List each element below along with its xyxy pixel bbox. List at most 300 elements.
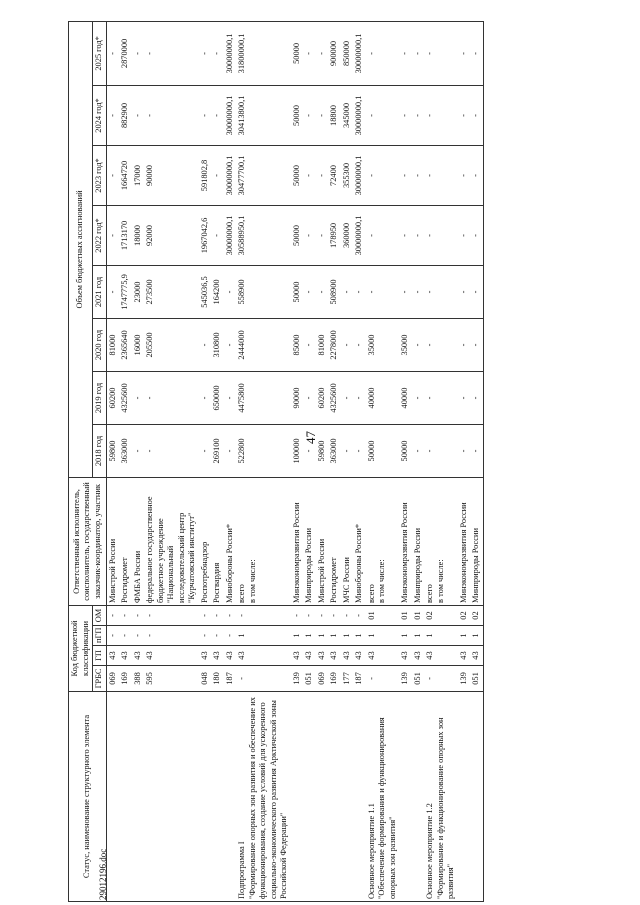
structural-element-name bbox=[470, 692, 483, 902]
executor-cell: Росгвардия bbox=[211, 477, 224, 605]
allocation-value-cell: 30000000,1 bbox=[353, 21, 366, 85]
allocation-value-cell: - bbox=[211, 145, 224, 205]
budget-allocation-table bbox=[68, 21, 484, 902]
budget-code-cell: 069 bbox=[106, 666, 119, 692]
table-row bbox=[236, 21, 291, 901]
budget-code-cell: 01 bbox=[399, 605, 412, 625]
structural-element-name bbox=[316, 692, 329, 902]
table-row bbox=[132, 21, 145, 901]
allocation-value-cell: 545036,5 bbox=[199, 265, 212, 318]
allocation-value-cell: 30000000,1 bbox=[353, 205, 366, 265]
allocation-value-cell: 50000 bbox=[291, 205, 304, 265]
allocation-value-cell: - bbox=[341, 265, 354, 318]
allocation-value-cell: 650000 bbox=[211, 371, 224, 424]
allocation-value-cell: - bbox=[424, 205, 458, 265]
budget-code-cell: 1 bbox=[291, 626, 304, 646]
allocation-value-cell: 59800 bbox=[316, 424, 329, 477]
allocation-value-cell: 360000 bbox=[341, 205, 354, 265]
code-column-header: пГП bbox=[93, 626, 107, 646]
table-row bbox=[341, 21, 354, 901]
allocation-value-cell: - bbox=[303, 265, 316, 318]
allocation-value-cell: - bbox=[106, 85, 119, 145]
allocation-value-cell: - bbox=[412, 21, 425, 85]
allocation-value-cell: - bbox=[211, 21, 224, 85]
allocation-value-cell: - bbox=[199, 318, 212, 371]
allocation-value-cell: - bbox=[132, 85, 145, 145]
allocation-value-cell: - bbox=[470, 265, 483, 318]
allocation-value-cell: - bbox=[458, 21, 471, 85]
budget-code-cell: - bbox=[353, 605, 366, 625]
allocation-value-cell: 2365640 bbox=[119, 318, 132, 371]
allocation-value-cell: - bbox=[211, 85, 224, 145]
budget-table-container bbox=[68, 22, 608, 902]
allocation-value-cell: 50000 bbox=[291, 265, 304, 318]
budget-code-cell: - bbox=[144, 605, 199, 625]
allocation-value-cell: 30000000,1 bbox=[224, 145, 237, 205]
budget-code-cell: - bbox=[132, 626, 145, 646]
code-column-header: ГРБС bbox=[93, 666, 107, 692]
allocation-value-cell: 30413800,1 bbox=[236, 85, 291, 145]
allocation-value-cell: 35000 bbox=[366, 318, 400, 371]
allocation-value-cell: 16000 bbox=[132, 318, 145, 371]
allocation-value-cell: - bbox=[303, 205, 316, 265]
allocation-value-cell: 60200 bbox=[106, 371, 119, 424]
allocation-value-cell: - bbox=[132, 371, 145, 424]
allocation-value-cell: 31800000,1 bbox=[236, 21, 291, 85]
budget-code-cell: - bbox=[328, 605, 341, 625]
structural-element-name bbox=[328, 692, 341, 902]
allocation-value-cell: - bbox=[470, 371, 483, 424]
allocation-value-cell: - bbox=[106, 145, 119, 205]
allocation-value-cell: - bbox=[424, 424, 458, 477]
table-row bbox=[328, 21, 341, 901]
code-column-header: ОМ bbox=[93, 605, 107, 625]
allocation-value-cell: - bbox=[366, 145, 400, 205]
allocation-value-cell: - bbox=[316, 145, 329, 205]
volume-group-header: Объем бюджетных ассигнований bbox=[69, 21, 93, 477]
budget-code-cell: - bbox=[132, 605, 145, 625]
allocation-value-cell: - bbox=[366, 21, 400, 85]
budget-code-cell: 169 bbox=[119, 666, 132, 692]
allocation-value-cell: - bbox=[106, 265, 119, 318]
budget-code-cell: - bbox=[106, 626, 119, 646]
allocation-value-cell: - bbox=[399, 85, 412, 145]
allocation-value-cell: 4325600 bbox=[328, 371, 341, 424]
budget-code-cell: - bbox=[199, 605, 212, 625]
status-column-header: Статус, наименование структурного элемента bbox=[69, 692, 107, 902]
structural-element-name bbox=[412, 692, 425, 902]
budget-code-cell: - bbox=[366, 666, 400, 692]
year-column-header: 2022 год* bbox=[93, 205, 107, 265]
structural-element-name bbox=[132, 692, 145, 902]
budget-code-cell: 139 bbox=[399, 666, 412, 692]
allocation-value-cell: 522800 bbox=[236, 424, 291, 477]
allocation-value-cell: 30477700,1 bbox=[236, 145, 291, 205]
budget-code-cell: 43 bbox=[353, 646, 366, 666]
budget-code-cell: - bbox=[144, 626, 199, 646]
budget-code-cell: 43 bbox=[399, 646, 412, 666]
allocation-value-cell: - bbox=[106, 21, 119, 85]
allocation-value-cell: 273500 bbox=[144, 265, 199, 318]
allocation-value-cell: 17000 bbox=[132, 145, 145, 205]
budget-code-cell: 169 bbox=[328, 666, 341, 692]
year-column-header: 2021 год bbox=[93, 265, 107, 318]
allocation-value-cell: 2278000 bbox=[328, 318, 341, 371]
allocation-value-cell: 4475800 bbox=[236, 371, 291, 424]
allocation-value-cell: 269100 bbox=[211, 424, 224, 477]
structural-element-name bbox=[341, 692, 354, 902]
table-row bbox=[458, 21, 471, 901]
allocation-value-cell: 591802,8 bbox=[199, 145, 212, 205]
executor-cell: Минприроды России bbox=[303, 477, 316, 605]
executor-cell: всего в том числе: bbox=[366, 477, 400, 605]
table-row bbox=[199, 21, 212, 901]
budget-code-group-header: Код бюджетной классификации bbox=[69, 605, 93, 691]
budget-code-cell: - bbox=[199, 626, 212, 646]
allocation-value-cell: - bbox=[412, 424, 425, 477]
allocation-value-cell: - bbox=[458, 145, 471, 205]
allocation-value-cell: - bbox=[316, 85, 329, 145]
allocation-value-cell: 178950 bbox=[328, 205, 341, 265]
allocation-value-cell: - bbox=[132, 424, 145, 477]
allocation-value-cell: - bbox=[399, 205, 412, 265]
allocation-value-cell: 23000 bbox=[132, 265, 145, 318]
allocation-value-cell: 40000 bbox=[399, 371, 412, 424]
structural-element-name bbox=[353, 692, 366, 902]
executor-cell: Минобороны России* bbox=[224, 477, 237, 605]
budget-code-cell: 051 bbox=[303, 666, 316, 692]
allocation-value-cell: 345000 bbox=[341, 85, 354, 145]
table-row bbox=[412, 21, 425, 901]
table-row bbox=[144, 21, 199, 901]
budget-code-cell: 01 bbox=[412, 605, 425, 625]
allocation-value-cell: - bbox=[199, 21, 212, 85]
table-row bbox=[353, 21, 366, 901]
allocation-value-cell: - bbox=[316, 21, 329, 85]
executor-cell: Минэкономразвития России bbox=[458, 477, 471, 605]
year-column-header: 2023 год* bbox=[93, 145, 107, 205]
budget-code-cell: 43 bbox=[458, 646, 471, 666]
allocation-value-cell: 1713170 bbox=[119, 205, 132, 265]
allocation-value-cell: - bbox=[366, 85, 400, 145]
structural-element-name bbox=[458, 692, 471, 902]
executor-cell: Минэкономразвития России bbox=[399, 477, 412, 605]
allocation-value-cell: - bbox=[412, 371, 425, 424]
allocation-value-cell: - bbox=[353, 371, 366, 424]
budget-code-cell: 43 bbox=[211, 646, 224, 666]
allocation-value-cell: 558900 bbox=[236, 265, 291, 318]
allocation-value-cell: 355300 bbox=[341, 145, 354, 205]
year-column-header: 2025 год* bbox=[93, 21, 107, 85]
allocation-value-cell: - bbox=[412, 265, 425, 318]
allocation-value-cell: 50000 bbox=[291, 145, 304, 205]
allocation-value-cell: 1747775,9 bbox=[119, 265, 132, 318]
budget-code-cell: 1 bbox=[366, 626, 400, 646]
budget-code-cell: 43 bbox=[316, 646, 329, 666]
allocation-value-cell: 30000000,1 bbox=[353, 145, 366, 205]
code-column-header: ГП bbox=[93, 646, 107, 666]
allocation-value-cell: - bbox=[341, 371, 354, 424]
structural-element-name: Основное мероприятие 1.2 "Формирование и функционирование опорных зон развития" bbox=[424, 692, 458, 902]
budget-code-cell: 1 bbox=[341, 626, 354, 646]
allocation-value-cell: 508900 bbox=[328, 265, 341, 318]
budget-code-cell: 187 bbox=[224, 666, 237, 692]
allocation-value-cell: - bbox=[470, 145, 483, 205]
budget-code-cell: - bbox=[211, 605, 224, 625]
allocation-value-cell: - bbox=[412, 145, 425, 205]
allocation-value-cell: - bbox=[353, 318, 366, 371]
allocation-value-cell: - bbox=[316, 205, 329, 265]
budget-code-cell: 02 bbox=[458, 605, 471, 625]
allocation-value-cell: 50000 bbox=[291, 85, 304, 145]
budget-code-cell: - bbox=[106, 605, 119, 625]
budget-code-cell: 43 bbox=[328, 646, 341, 666]
executor-cell: всего в том числе: bbox=[236, 477, 291, 605]
allocation-value-cell: 50000 bbox=[399, 424, 412, 477]
allocation-value-cell: - bbox=[424, 318, 458, 371]
allocation-value-cell: - bbox=[424, 265, 458, 318]
allocation-value-cell: - bbox=[199, 371, 212, 424]
allocation-value-cell: 85000 bbox=[291, 318, 304, 371]
allocation-value-cell: 4325600 bbox=[119, 371, 132, 424]
year-column-header: 2024 год* bbox=[93, 85, 107, 145]
allocation-value-cell: - bbox=[366, 205, 400, 265]
table-row bbox=[366, 21, 400, 901]
budget-code-cell: 1 bbox=[470, 626, 483, 646]
budget-code-cell: 139 bbox=[291, 666, 304, 692]
allocation-value-cell: 50000 bbox=[291, 21, 304, 85]
table-row bbox=[399, 21, 412, 901]
allocation-value-cell: 81000 bbox=[106, 318, 119, 371]
allocation-value-cell: 30000000,1 bbox=[353, 85, 366, 145]
executor-cell: ФМБА России bbox=[132, 477, 145, 605]
structural-element-name bbox=[303, 692, 316, 902]
allocation-value-cell: - bbox=[224, 371, 237, 424]
allocation-value-cell: 18800 bbox=[328, 85, 341, 145]
allocation-value-cell: - bbox=[353, 424, 366, 477]
budget-code-cell: 43 bbox=[303, 646, 316, 666]
allocation-value-cell: 30000000,1 bbox=[224, 85, 237, 145]
allocation-value-cell: - bbox=[144, 85, 199, 145]
allocation-value-cell: 60200 bbox=[316, 371, 329, 424]
allocation-value-cell: 90000 bbox=[291, 371, 304, 424]
allocation-value-cell: - bbox=[470, 205, 483, 265]
document-filename: 29012196.doc bbox=[98, 848, 108, 900]
allocation-value-cell: - bbox=[470, 424, 483, 477]
budget-code-cell: 388 bbox=[132, 666, 145, 692]
budget-code-cell: 1 bbox=[236, 626, 291, 646]
allocation-value-cell: 18000 bbox=[132, 205, 145, 265]
allocation-value-cell: - bbox=[424, 371, 458, 424]
structural-element-name bbox=[119, 692, 132, 902]
budget-code-cell: - bbox=[341, 605, 354, 625]
allocation-value-cell: - bbox=[424, 85, 458, 145]
allocation-value-cell: - bbox=[458, 318, 471, 371]
structural-element-name bbox=[144, 692, 199, 902]
table-row bbox=[224, 21, 237, 901]
allocation-value-cell: - bbox=[412, 85, 425, 145]
allocation-value-cell: 90000 bbox=[144, 145, 199, 205]
budget-code-cell: 43 bbox=[236, 646, 291, 666]
allocation-value-cell: 30000000,1 bbox=[224, 21, 237, 85]
budget-code-cell: 1 bbox=[328, 626, 341, 646]
structural-element-name: Основное мероприятие 1.1 "Обеспечение формирования и функционирования опорных зон развития" bbox=[366, 692, 400, 902]
budget-code-cell: 43 bbox=[412, 646, 425, 666]
allocation-value-cell: - bbox=[412, 205, 425, 265]
executor-cell: Минстрой России bbox=[316, 477, 329, 605]
allocation-value-cell: - bbox=[303, 318, 316, 371]
allocation-value-cell: - bbox=[366, 265, 400, 318]
budget-code-cell: 1 bbox=[353, 626, 366, 646]
table-row bbox=[211, 21, 224, 901]
allocation-value-cell: 30000000,1 bbox=[224, 205, 237, 265]
allocation-value-cell: - bbox=[303, 371, 316, 424]
structural-element-name bbox=[224, 692, 237, 902]
allocation-value-cell: - bbox=[399, 21, 412, 85]
budget-code-cell: 1 bbox=[303, 626, 316, 646]
budget-code-cell: 43 bbox=[119, 646, 132, 666]
executor-cell: Минприроды России bbox=[412, 477, 425, 605]
structural-element-name bbox=[199, 692, 212, 902]
allocation-value-cell: 363000 bbox=[328, 424, 341, 477]
budget-code-cell: 1 bbox=[458, 626, 471, 646]
budget-code-cell: - bbox=[224, 605, 237, 625]
allocation-value-cell: 72400 bbox=[328, 145, 341, 205]
allocation-value-cell: - bbox=[199, 424, 212, 477]
budget-code-cell: 1 bbox=[316, 626, 329, 646]
allocation-value-cell: 310800 bbox=[211, 318, 224, 371]
budget-code-cell: 43 bbox=[106, 646, 119, 666]
budget-code-cell: - bbox=[236, 666, 291, 692]
budget-code-cell: 43 bbox=[144, 646, 199, 666]
year-column-header: 2020 год bbox=[93, 318, 107, 371]
table-row bbox=[291, 21, 304, 901]
allocation-value-cell: - bbox=[303, 145, 316, 205]
budget-code-cell: - bbox=[316, 605, 329, 625]
allocation-value-cell: - bbox=[303, 85, 316, 145]
allocation-value-cell: 205500 bbox=[144, 318, 199, 371]
allocation-value-cell: - bbox=[224, 318, 237, 371]
allocation-value-cell: - bbox=[458, 85, 471, 145]
year-column-header: 2018 год bbox=[93, 424, 107, 477]
budget-code-cell: 180 bbox=[211, 666, 224, 692]
table-row bbox=[316, 21, 329, 901]
allocation-value-cell: 1967042,6 bbox=[199, 205, 212, 265]
budget-code-cell: 02 bbox=[424, 605, 458, 625]
budget-code-cell: 1 bbox=[424, 626, 458, 646]
allocation-value-cell: - bbox=[106, 205, 119, 265]
executor-cell: Минобороны России* bbox=[353, 477, 366, 605]
allocation-value-cell: 35000 bbox=[399, 318, 412, 371]
allocation-value-cell: 59800 bbox=[106, 424, 119, 477]
allocation-value-cell: - bbox=[303, 424, 316, 477]
allocation-value-cell: 900000 bbox=[328, 21, 341, 85]
table-row bbox=[470, 21, 483, 901]
budget-code-cell: 1 bbox=[399, 626, 412, 646]
executor-cell: МЧС России bbox=[341, 477, 354, 605]
table-row bbox=[424, 21, 458, 901]
budget-code-cell: 051 bbox=[412, 666, 425, 692]
executor-cell: Минприроды России bbox=[470, 477, 483, 605]
structural-element-name bbox=[211, 692, 224, 902]
allocation-value-cell: - bbox=[316, 265, 329, 318]
budget-code-cell: - bbox=[291, 605, 304, 625]
allocation-value-cell: 50000 bbox=[366, 424, 400, 477]
budget-code-cell: 1 bbox=[412, 626, 425, 646]
budget-code-cell: 43 bbox=[224, 646, 237, 666]
allocation-value-cell: - bbox=[399, 145, 412, 205]
structural-element-name bbox=[399, 692, 412, 902]
year-column-header: 2019 год bbox=[93, 371, 107, 424]
allocation-value-cell: - bbox=[470, 21, 483, 85]
allocation-value-cell: 100000 bbox=[291, 424, 304, 477]
page-number: 47 bbox=[303, 431, 318, 444]
allocation-value-cell: - bbox=[399, 265, 412, 318]
allocation-value-cell: - bbox=[303, 21, 316, 85]
structural-element-name bbox=[291, 692, 304, 902]
budget-code-cell: 43 bbox=[132, 646, 145, 666]
allocation-value-cell: 164200 bbox=[211, 265, 224, 318]
executor-cell: Росгидромет bbox=[119, 477, 132, 605]
allocation-value-cell: - bbox=[424, 21, 458, 85]
allocation-value-cell: - bbox=[224, 424, 237, 477]
allocation-value-cell: - bbox=[470, 318, 483, 371]
allocation-value-cell: - bbox=[224, 265, 237, 318]
structural-element-name: Подпрограмма I "Формирование опорных зон развития и обеспечение их функционирования, создание условий для ускоренного социально-экономического развития Арктической зоны Российской Федерации" bbox=[236, 692, 291, 902]
budget-code-cell: 069 bbox=[316, 666, 329, 692]
allocation-value-cell: - bbox=[424, 145, 458, 205]
budget-code-cell: 43 bbox=[341, 646, 354, 666]
budget-code-cell: 43 bbox=[366, 646, 400, 666]
allocation-value-cell: 1664720 bbox=[119, 145, 132, 205]
allocation-value-cell: - bbox=[458, 371, 471, 424]
executor-cell: Минэкономразвития России bbox=[291, 477, 304, 605]
executor-cell: Минстрой России bbox=[106, 477, 119, 605]
budget-code-cell: - bbox=[211, 626, 224, 646]
budget-code-cell: - bbox=[119, 626, 132, 646]
allocation-value-cell: - bbox=[341, 424, 354, 477]
allocation-value-cell: - bbox=[199, 85, 212, 145]
allocation-value-cell: - bbox=[211, 205, 224, 265]
budget-code-cell: - bbox=[224, 626, 237, 646]
budget-code-cell: 43 bbox=[470, 646, 483, 666]
allocation-value-cell: - bbox=[132, 21, 145, 85]
allocation-value-cell: 92000 bbox=[144, 205, 199, 265]
budget-code-cell: - bbox=[119, 605, 132, 625]
budget-code-cell: 048 bbox=[199, 666, 212, 692]
budget-code-cell: 43 bbox=[199, 646, 212, 666]
table-row bbox=[119, 21, 132, 901]
budget-code-cell: - bbox=[303, 605, 316, 625]
allocation-value-cell: 882900 bbox=[119, 85, 132, 145]
budget-code-cell: 02 bbox=[470, 605, 483, 625]
table-row bbox=[303, 21, 316, 901]
allocation-value-cell: - bbox=[144, 424, 199, 477]
allocation-value-cell: - bbox=[412, 318, 425, 371]
allocation-value-cell: 2444000 bbox=[236, 318, 291, 371]
table-row bbox=[106, 21, 119, 901]
budget-code-cell: 187 bbox=[353, 666, 366, 692]
budget-code-cell: 595 bbox=[144, 666, 199, 692]
executor-cell: Росгидромет bbox=[328, 477, 341, 605]
allocation-value-cell: - bbox=[458, 265, 471, 318]
executor-column-header: Ответственный исполнитель, соисполнитель, государственный заказчик-координатор, участник bbox=[69, 477, 107, 605]
allocation-value-cell: - bbox=[144, 21, 199, 85]
executor-cell: всего в том числе: bbox=[424, 477, 458, 605]
budget-code-cell: - bbox=[236, 605, 291, 625]
allocation-value-cell: 2870000 bbox=[119, 21, 132, 85]
allocation-value-cell: - bbox=[144, 371, 199, 424]
